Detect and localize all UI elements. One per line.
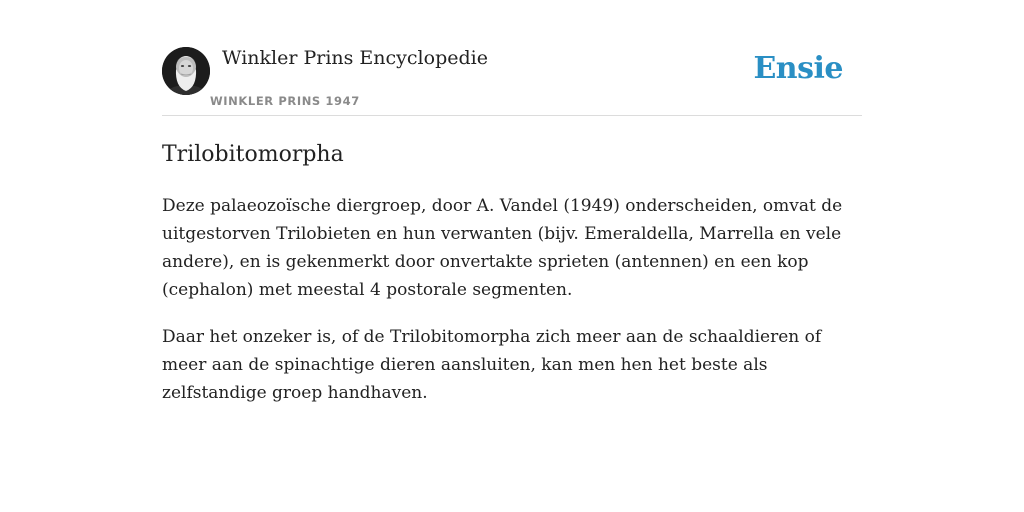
article-title: Trilobitomorpha (162, 142, 344, 167)
bearded-man-portrait-icon[interactable] (162, 47, 210, 95)
article-paragraph: Daar het onzeker is, of de Trilobitomorpha zich meer aan de schaaldieren of meer aan de spinachtige dieren aansluiten, kan men hen het beste als zelfstandige groep handhaven. (162, 327, 822, 403)
ensie-logo-link[interactable]: Ensie (753, 51, 843, 86)
page-container (162, 0, 862, 403)
article-paragraph: Deze palaeozoïsche diergroep, door A. Vandel (1949) onderscheiden, omvat de uitgestorven Trilobieten en hun verwanten (bijv. Emeraldella, Marrella en vele andere), en is gekenmerkt door onvertakte sprieten (antennen) en een kop (cephalon) met meestal 4 postorale segmenten. (162, 196, 843, 300)
source-header (162, 0, 862, 116)
source-title-link[interactable]: Winkler Prins Encyclopedie (222, 47, 488, 69)
source-subtitle: WINKLER PRINS 1947 (210, 94, 360, 108)
